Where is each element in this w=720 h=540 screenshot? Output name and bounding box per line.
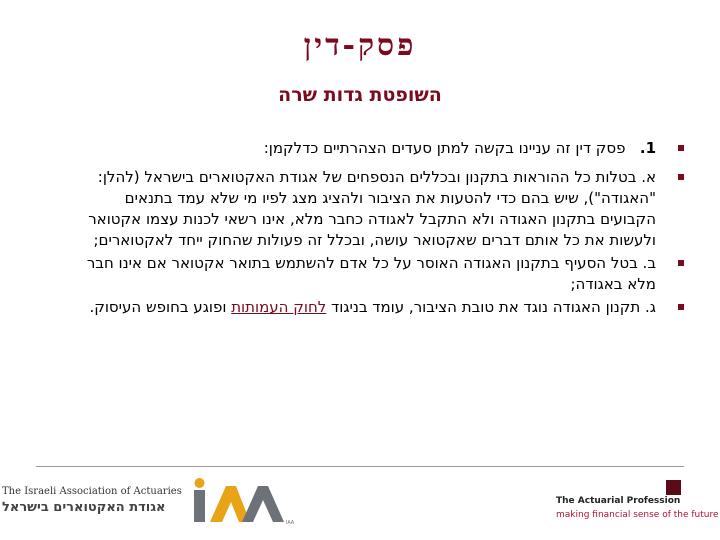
list-item xyxy=(68,167,688,251)
list-item xyxy=(68,297,688,318)
bullet-icon xyxy=(678,145,684,151)
item-text: א. בטלות כל ההוראות בתקנון ובכללים הנספחים של אגודת האקטוארים בישראל (להלן: "האגודה"), שיש בהם כדי להטעות את הציבור ולהציג מצג לפיו מי שלא עמד בתנאים הקבועים בתקנון האגודה ולא התקבל לאגודה כחבר מלא, אינו רשאי לכנות עצמו אקטואר ולעשות את כל אותם דברים שאקטואר עושה, ובכלל זה פעולות שהחוק ייחד לאקטוארים; xyxy=(88,168,656,249)
law-link[interactable]: לחוק העמותות xyxy=(231,298,327,316)
page-title: פסק-דין xyxy=(303,28,417,63)
footer-divider xyxy=(36,466,684,467)
bullet-icon xyxy=(678,260,684,266)
item-text-after: ופוגע בחופש העיסוק. xyxy=(89,298,232,316)
left-logo-english: The Israeli Association of Actuaries xyxy=(2,486,182,497)
bullet-icon xyxy=(678,174,684,180)
item-number: 1. xyxy=(639,139,656,157)
right-logo-tagline: making financial sense of the future xyxy=(556,510,719,520)
list-item xyxy=(68,138,688,159)
iaa-logo-icon xyxy=(190,478,295,528)
item-text-before: ג. תקנון האגודה נוגד את טובת הציבור, עומד בניגוד xyxy=(326,298,656,316)
item-text: פסק דין זה עניינו בקשה למתן סעדים הצהרתיים כדלקמן: xyxy=(263,139,626,157)
center-logo-label: IAA xyxy=(286,520,295,526)
item-text: ב. בטל הסעיף בתקנון האגודה האוסר על כל אדם להשתמש בתואר אקטואר אם אינו חבר מלא באגודה; xyxy=(86,254,656,293)
left-logo-hebrew: אגודת האקטוארים בישראל xyxy=(2,500,166,515)
judge-name: השופטת גדות שרה xyxy=(278,84,442,106)
judgment-list xyxy=(68,138,688,320)
list-item xyxy=(68,253,688,295)
bullet-icon xyxy=(678,304,684,310)
israeli-association-logo xyxy=(2,486,180,515)
logo-square-icon xyxy=(666,480,681,495)
right-logo-title: The Actuarial Profession xyxy=(556,496,681,506)
